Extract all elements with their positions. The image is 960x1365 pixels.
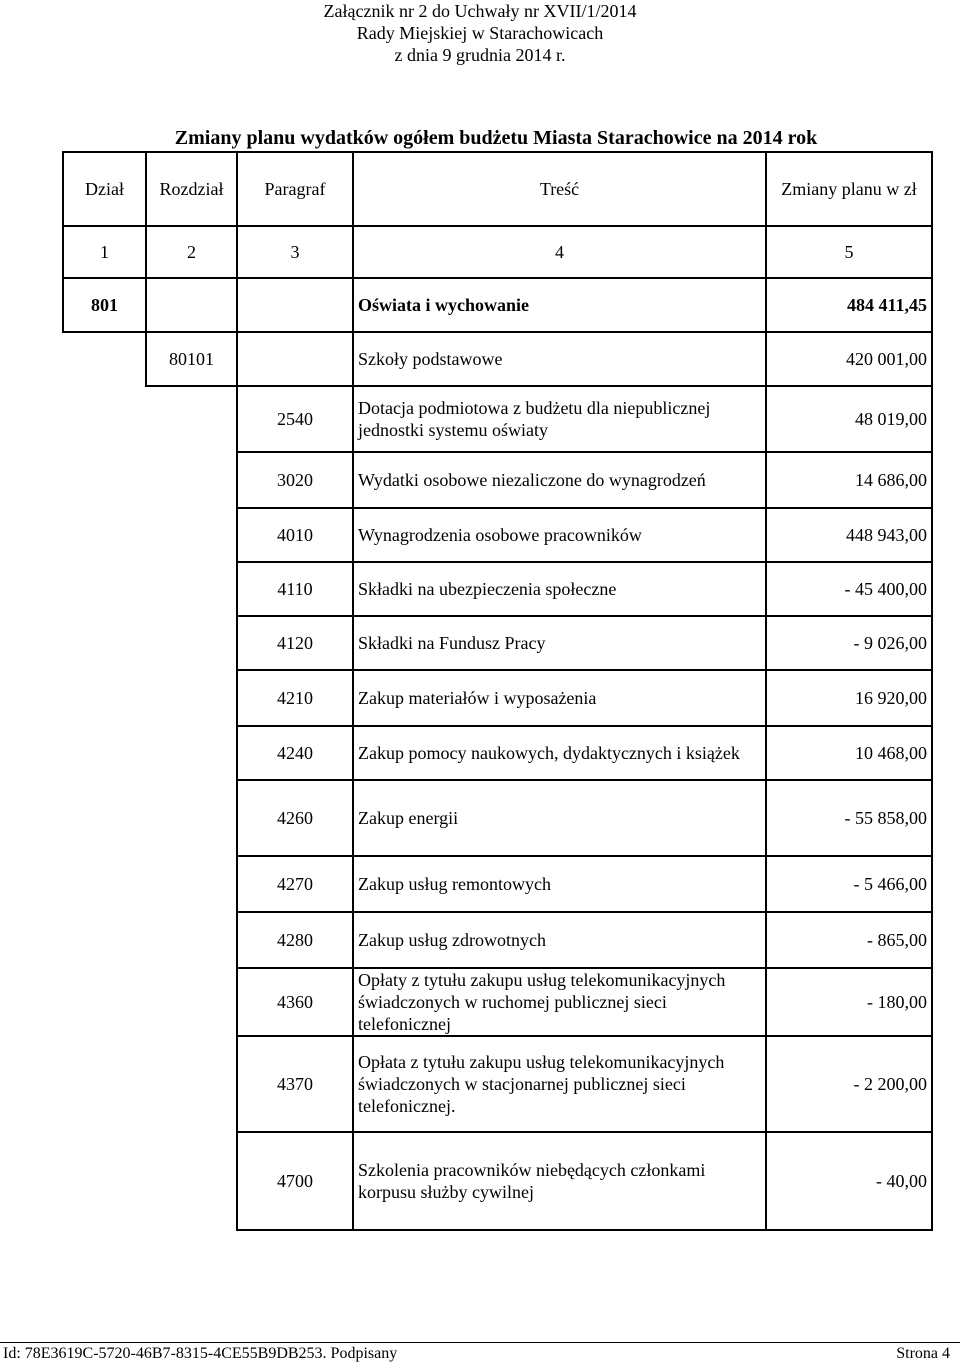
- empty-cell: [146, 726, 237, 780]
- table-row: [63, 508, 932, 562]
- table-row: [63, 562, 932, 616]
- empty-cell: [146, 386, 237, 452]
- empty-cell: [237, 332, 353, 386]
- paragraf-code: 4210: [237, 670, 353, 726]
- empty-cell: [63, 452, 146, 508]
- tresc-text: Zakup usług zdrowotnych: [353, 912, 766, 968]
- amount-cell: 448 943,00: [766, 508, 932, 562]
- tresc-text: Zakup pomocy naukowych, dydaktycznych i książek: [353, 726, 766, 780]
- paragraf-code: 4010: [237, 508, 353, 562]
- empty-cell: [146, 1036, 237, 1132]
- section-dzial: 801: [63, 278, 146, 332]
- empty-cell: [146, 452, 237, 508]
- paragraf-code: 4260: [237, 780, 353, 856]
- amount-cell: - 5 466,00: [766, 856, 932, 912]
- tresc-text: Opłaty z tytułu zakupu usług telekomunikacyjnych świadczonych w ruchomej publicznej sieci telefonicznej: [353, 968, 766, 1036]
- table-row: [63, 856, 932, 912]
- col-number: 4: [353, 226, 766, 278]
- col-header-dzial: Dział: [63, 152, 146, 226]
- col-number: 1: [63, 226, 146, 278]
- table-row: [63, 386, 932, 452]
- column-number-row: [63, 226, 932, 278]
- page-number: Strona 4: [896, 1345, 950, 1362]
- table-row: [63, 780, 932, 856]
- amount-cell: - 45 400,00: [766, 562, 932, 616]
- amount-cell: - 2 200,00: [766, 1036, 932, 1132]
- paragraf-code: 4280: [237, 912, 353, 968]
- attachment-line-2: Rady Miejskiej w Starachowicach: [356, 23, 604, 43]
- empty-cell: [63, 912, 146, 968]
- amount-cell: 14 686,00: [766, 452, 932, 508]
- tresc-text: Składki na ubezpieczenia społeczne: [353, 562, 766, 616]
- amount-cell: - 865,00: [766, 912, 932, 968]
- tresc-text: Dotacja podmiotowa z budżetu dla niepublicznej jednostki systemu oświaty: [353, 386, 766, 452]
- subsection-amount: 420 001,00: [766, 332, 932, 386]
- paragraf-code: 4240: [237, 726, 353, 780]
- empty-cell: [146, 780, 237, 856]
- empty-cell: [146, 912, 237, 968]
- table-row: [63, 1036, 932, 1132]
- empty-cell: [63, 670, 146, 726]
- amount-cell: - 40,00: [766, 1132, 932, 1230]
- section-row: [63, 278, 932, 332]
- tresc-text: Zakup materiałów i wyposażenia: [353, 670, 766, 726]
- expenditure-table: [62, 151, 933, 1231]
- empty-cell: [146, 278, 237, 332]
- empty-cell: [146, 616, 237, 670]
- tresc-text: Opłata z tytułu zakupu usług telekomunikacyjnych świadczonych w stacjonarnej publicznej sieci telefonicznej.: [353, 1036, 766, 1132]
- empty-cell: [63, 968, 146, 1036]
- paragraf-code: 4120: [237, 616, 353, 670]
- tresc-text: Zakup energii: [353, 780, 766, 856]
- empty-cell: [146, 670, 237, 726]
- empty-cell: [63, 508, 146, 562]
- table-row: [63, 452, 932, 508]
- col-number: 3: [237, 226, 353, 278]
- amount-cell: 16 920,00: [766, 670, 932, 726]
- table-row: [63, 1132, 932, 1230]
- table-row: [63, 670, 932, 726]
- paragraf-code: 4700: [237, 1132, 353, 1230]
- tresc-text: Szkolenia pracowników niebędących członkami korpusu służby cywilnej: [353, 1132, 766, 1230]
- empty-cell: [63, 856, 146, 912]
- paragraf-code: 3020: [237, 452, 353, 508]
- subsection-name: Szkoły podstawowe: [353, 332, 766, 386]
- empty-cell: [63, 332, 146, 386]
- section-name: Oświata i wychowanie: [353, 278, 766, 332]
- table-row: [63, 968, 932, 1036]
- paragraf-code: 4360: [237, 968, 353, 1036]
- empty-cell: [146, 508, 237, 562]
- empty-cell: [63, 1036, 146, 1132]
- empty-cell: [63, 780, 146, 856]
- paragraf-code: 4270: [237, 856, 353, 912]
- empty-cell: [237, 278, 353, 332]
- amount-cell: 10 468,00: [766, 726, 932, 780]
- amount-cell: - 9 026,00: [766, 616, 932, 670]
- col-number: 5: [766, 226, 932, 278]
- tresc-text: Wydatki osobowe niezaliczone do wynagrodzeń: [353, 452, 766, 508]
- col-header-tresc: Treść: [353, 152, 766, 226]
- empty-cell: [146, 1132, 237, 1230]
- tresc-text: Zakup usług remontowych: [353, 856, 766, 912]
- empty-cell: [63, 562, 146, 616]
- table-row: [63, 726, 932, 780]
- col-header-zmiany: Zmiany planu w zł: [766, 152, 932, 226]
- empty-cell: [63, 616, 146, 670]
- subsection-row: [63, 332, 932, 386]
- table-row: [63, 912, 932, 968]
- empty-cell: [63, 386, 146, 452]
- document-title: Zmiany planu wydatków ogółem budżetu Miasta Starachowice na 2014 rok: [174, 127, 818, 149]
- attachment-line-3: z dnia 9 grudnia 2014 r.: [394, 45, 566, 65]
- tresc-text: Składki na Fundusz Pracy: [353, 616, 766, 670]
- page-footer: [0, 1342, 960, 1365]
- tresc-text: Wynagrodzenia osobowe pracowników: [353, 508, 766, 562]
- amount-cell: 48 019,00: [766, 386, 932, 452]
- empty-cell: [146, 562, 237, 616]
- section-amount: 484 411,45: [766, 278, 932, 332]
- header-row: [63, 152, 932, 226]
- empty-cell: [63, 726, 146, 780]
- attachment-line-1: Załącznik nr 2 do Uchwały nr XVII/1/2014: [323, 1, 637, 21]
- amount-cell: - 55 858,00: [766, 780, 932, 856]
- empty-cell: [63, 1132, 146, 1230]
- col-header-rozdzial: Rozdział: [146, 152, 237, 226]
- table-row: [63, 616, 932, 670]
- empty-cell: [146, 968, 237, 1036]
- subsection-rozdzial: 80101: [146, 332, 237, 386]
- paragraf-code: 2540: [237, 386, 353, 452]
- paragraf-code: 4370: [237, 1036, 353, 1132]
- empty-cell: [146, 856, 237, 912]
- amount-cell: - 180,00: [766, 968, 932, 1036]
- document-id: Id: 78E3619C-5720-46B7-8315-4CE55B9DB253. Podpisany: [3, 1345, 398, 1362]
- col-number: 2: [146, 226, 237, 278]
- col-header-paragraf: Paragraf: [237, 152, 353, 226]
- paragraf-code: 4110: [237, 562, 353, 616]
